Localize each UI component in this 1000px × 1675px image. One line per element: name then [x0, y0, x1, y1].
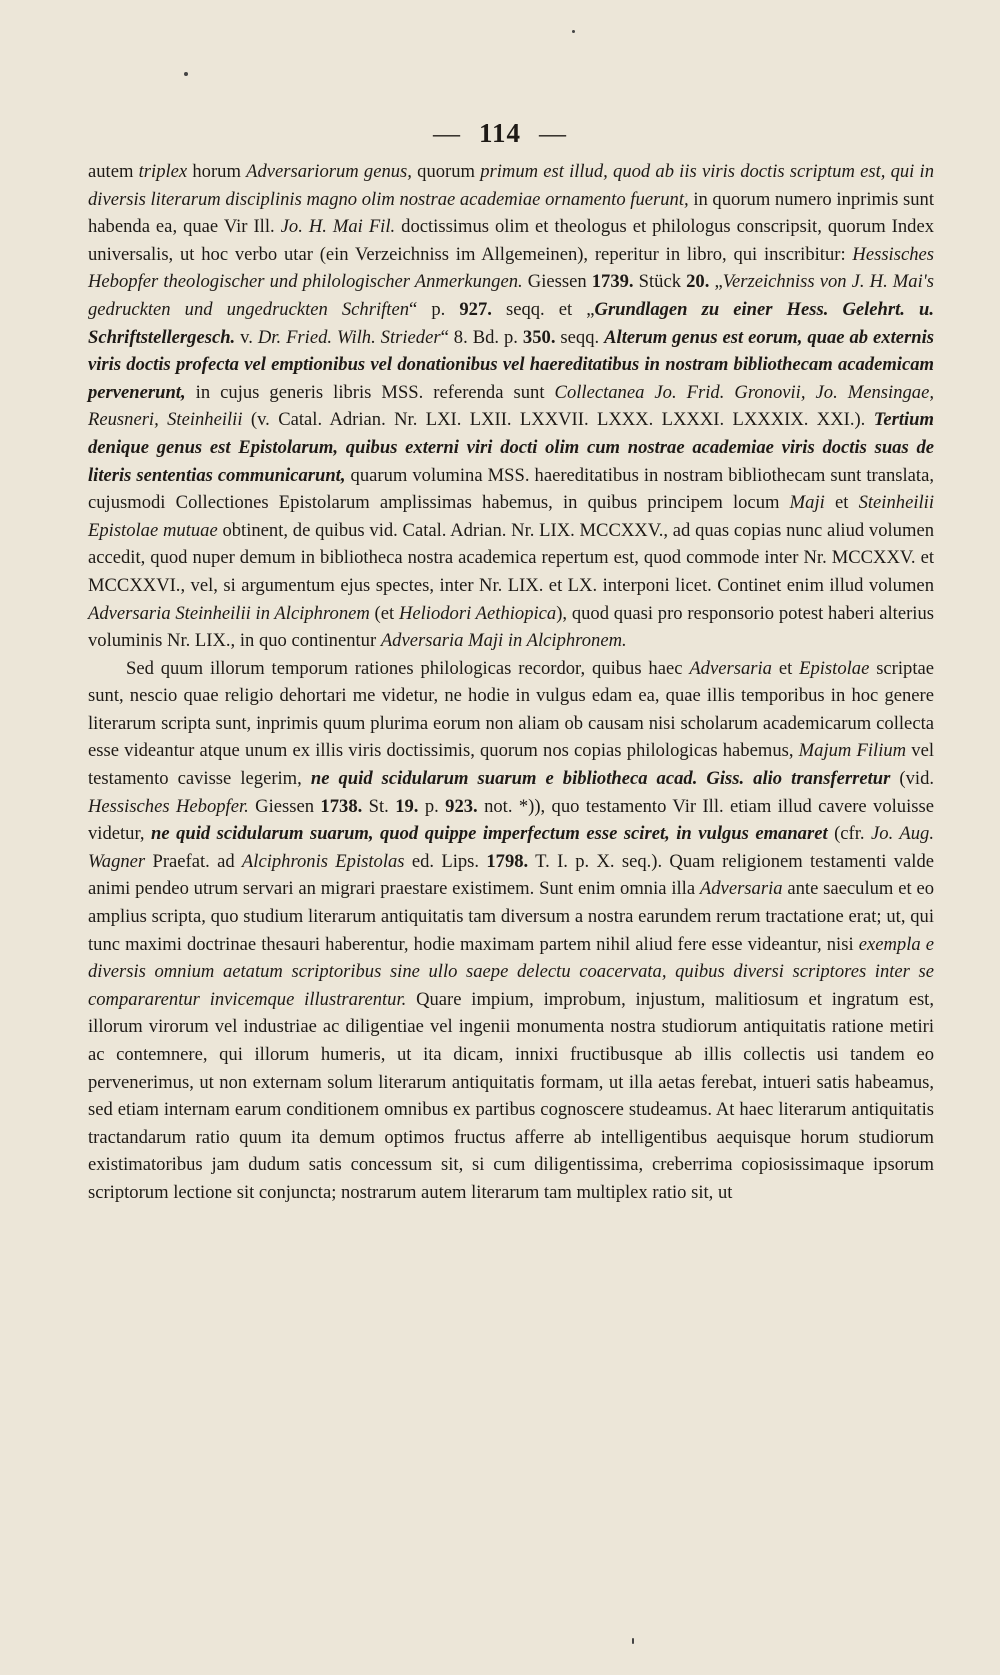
text-run: T. I. p. X. seq.). Quam religionem testamenti valde animi pendeo utrum servari an migrari praestare existimem. Sunt enim omnia illa	[88, 850, 934, 900]
header-dash-right: —	[539, 118, 567, 148]
text-run: Adversaria Maji in Alciphronem.	[380, 630, 627, 652]
text-run: Dr. Fried. Wilh. Strieder	[257, 326, 441, 348]
text-run: Adversaria Steinheilii in Alciphronem	[88, 602, 370, 624]
text-run: 1798.	[486, 850, 529, 872]
text-run: doctissimus olim et theologus et philologus conscripsit, quorum Index universalis, ut hoc verbo utar (ein Verzeichniss im Allgemeinen), reperitur in libro, qui inscribitur:	[88, 216, 934, 265]
paragraph-1	[88, 158, 934, 655]
text-run: scriptae sunt, nescio quae religio dehortari me videtur, ne hodie in vulgus edam ea, quae illis temporibus in hoc genere literarum scripta sunt, inprimis quum plurima eorum non aliam ob causam nisi scholarum academicarum collecta esse videantur atque unum ex illis viris doctissimis, quorum nos copias philologicas habemus,	[88, 657, 935, 762]
text-run: Adversaria	[699, 878, 783, 900]
text-run: ne quid scidularum suarum e bibliotheca acad. Giss. alio transferretur	[310, 768, 891, 790]
text-run: exempla e diversis omnium aetatum scriptoribus sine ullo saepe delectu coacervata, quibus diversi scriptores inter se compararentur invicemque illustrarentur.	[88, 933, 934, 1010]
text-run: in cujus generis libris MSS. referenda sunt	[185, 381, 555, 403]
text-run: (cfr.	[827, 823, 872, 845]
header-dash-left: —	[432, 118, 461, 148]
paragraph-2	[88, 655, 934, 1207]
body-text	[88, 158, 934, 1207]
text-run: “ p.	[409, 298, 460, 320]
print-speck	[572, 30, 575, 33]
text-run: p.	[418, 795, 446, 817]
text-run: (et	[369, 602, 399, 624]
page-number: 114	[478, 118, 521, 148]
text-run: Epistolae	[799, 657, 870, 679]
text-run: v.	[235, 326, 258, 348]
text-run: Giessen	[248, 795, 321, 817]
text-run: „	[709, 271, 723, 293]
text-run: Praefat. ad	[145, 850, 242, 872]
text-run: 923.	[445, 795, 478, 817]
text-run: obtinent, de quibus vid. Catal. Adrian. Nr. LIX. MCCXXV., ad quas copias nunc aliud volumen accedit, quod nuper demum in bibliotheca nostra academica repertum est, quod commode inter Nr. MCCXXV. et MCCXXVI., vel, si argumentum ejus spectes, inter Nr. LIX. et LX. interponi licet. Continet enim illud volumen	[88, 519, 934, 596]
text-run: primum est illud, quod ab iis viris doctis scriptum est, qui in diversis literarum disciplinis magno olim nostrae academiae ornamento fuerunt,	[88, 161, 934, 210]
text-run: Giessen	[522, 271, 592, 293]
text-run: Adversariorum genus,	[246, 161, 418, 182]
text-run: Grundlagen zu einer Hess. Gelehrt. u. Schriftstellergesch.	[88, 298, 934, 348]
text-run: Tertium denique genus est Epistolarum, quibus externi viri docti olim cum nostrae academiae viris doctis suas de literis sententias communicarunt,	[88, 409, 934, 486]
text-run: Quare impium, improbum, injustum, malitiosum et ingratum est, illorum virorum vel industriae ac diligentiae vel ingenii monumenta nostra studiorum antiquitatis ratione metiri ac contemnere, qui illorum humeris, ut ita dicam, innixi fructibusque ab illis collectis usi tandem eo pervenerimus, ut non externam solum literarum antiquitatis formam, ut illa aetas ferebat, intueri satis habeamus, sed etiam internam earum conditionem omnibus ex partibus cognoscere studeamus. At haec literarum antiquitatis tractandarum ratio quum ita demum optimos fructus afferre ab intelligentibus aequisque horum studiorum existimatoribus jam dudum satis concessum sit, si cum diligentissima, creberrima copiosissimaque ipsorum scriptorum lectione sit conjuncta; nostrarum autem literarum tam multiplex ratio sit, ut	[88, 988, 934, 1203]
text-run: Jo. Aug. Wagner	[88, 823, 934, 872]
text-run: Stück	[633, 271, 687, 293]
text-run: 1738.	[320, 795, 363, 817]
text-run: 927.	[459, 298, 492, 320]
text-run: quarum volumina MSS. haereditatibus in nostram bibliothecam sunt translata, cujusmodi Collectiones Epistolarum amplissimas habemus, in quibus principem locum	[88, 464, 935, 514]
text-run: autem	[88, 161, 139, 182]
text-run: Jo. H. Mai Fil.	[280, 216, 396, 238]
text-run: seqq.	[555, 326, 605, 348]
text-run: Alterum genus est eorum, quae ab externis viris doctis profecta vel emptionibus vel donationibus vel haereditatibus in nostram bibliothecam academicam pervenerunt,	[88, 326, 934, 403]
text-run: ed. Lips.	[404, 850, 487, 872]
text-run: Majum Filium	[798, 740, 907, 762]
text-run: “ 8. Bd. p.	[440, 326, 523, 348]
text-run: Collectanea Jo. Frid. Gronovii, Jo. Mensingae, Reusneri, Steinheilii	[88, 381, 934, 431]
text-run: et	[771, 657, 800, 679]
print-speck	[184, 72, 188, 76]
text-run: 1739.	[591, 271, 634, 293]
text-run: horum	[187, 161, 247, 182]
text-run: Alciphronis Epistolas	[241, 850, 405, 872]
text-run: Adversaria	[689, 657, 772, 679]
text-run: not. *)), quo testamento Vir Ill. etiam illud cavere voluisse videtur,	[88, 795, 934, 845]
text-run: seqq. et „	[491, 298, 595, 320]
text-run: 350.	[522, 326, 556, 348]
text-run: Maji	[789, 492, 825, 514]
print-speck	[632, 1638, 634, 1644]
text-run: quorum	[417, 161, 481, 182]
text-run: (vid.	[890, 768, 935, 790]
text-run: Steinheilii Epistolae mutuae	[88, 492, 934, 541]
text-run: St.	[362, 795, 396, 817]
text-run: Verzeichniss von J. H. Mai's gedruckten und ungedruckten Schriften	[88, 271, 934, 320]
text-run: 20.	[686, 271, 710, 293]
text-run: (v. Catal. Adrian. Nr. LXI. LXII. LXXVII. LXXX. LXXXI. LXXXIX. XXI.).	[242, 409, 874, 431]
text-run: triplex	[138, 161, 188, 182]
text-run: ante saeculum et eo amplius scripta, quo studium literarum antiquitatis tam diversum a nostra earundem rerum tractatione erat; ut, qui tunc maximi doctrinae thesauri haberentur, hodie maximam partem nihil aliud fere esse videantur, nisi	[88, 878, 934, 955]
text-run: vel testamento cavisse legerim,	[88, 740, 934, 790]
page-header	[0, 118, 1000, 149]
text-run: et	[824, 492, 859, 514]
text-run: 19.	[395, 795, 419, 817]
text-run: Heliodori Aethiopica	[398, 602, 557, 624]
text-run: ), quod quasi pro responsorio potest haberi alterius voluminis Nr. LIX., in quo continentur	[88, 602, 934, 652]
text-run: Hessisches Hebopfer theologischer und philologischer Anmerkungen.	[88, 243, 934, 293]
text-run: ne quid scidularum suarum, quod quippe imperfectum esse sciret, in vulgus emanaret	[151, 823, 828, 845]
text-run: Sed quum illorum temporum rationes philologicas recordor, quibus haec	[126, 657, 690, 679]
text-run: in quorum numero inprimis sunt habenda ea, quae Vir Ill.	[88, 188, 935, 238]
text-run: Hessisches Hebopfer.	[88, 795, 249, 817]
